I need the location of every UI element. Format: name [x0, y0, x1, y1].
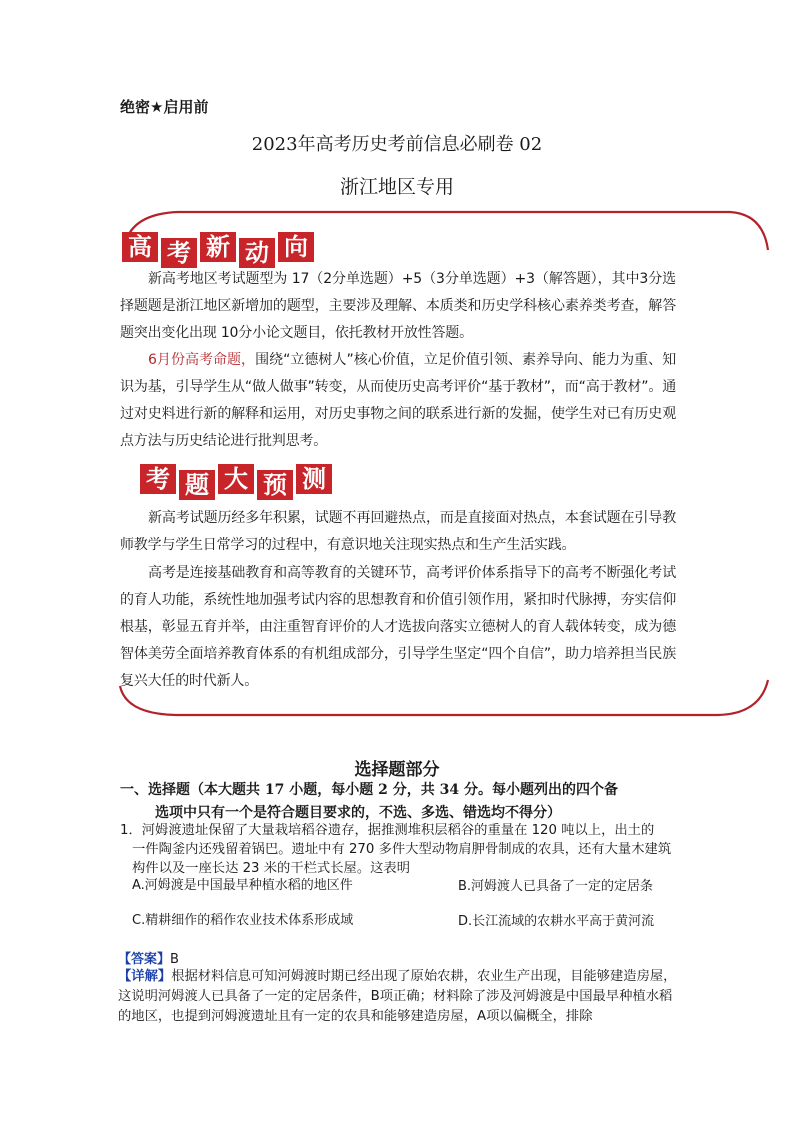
answer-tag: 【答案】	[118, 952, 171, 967]
banner-char: 大	[218, 464, 254, 494]
explanation	[118, 967, 678, 1027]
banner-char: 高	[122, 232, 158, 262]
instructions-line-1: 一、选择题（本大题共 17 小题，每小题 2 分，共 34 分。每小题列出的四个备	[120, 782, 618, 798]
top-secret-label: 绝密★启用前	[120, 98, 209, 116]
option-a: A.河姆渡是中国最早种植水稻的地区件	[132, 878, 353, 893]
banner-char: 考	[161, 238, 197, 268]
highlight-text: 6月份高考命题，	[148, 352, 256, 368]
intro-paragraph-2	[120, 347, 676, 455]
banner-char: 预	[257, 470, 293, 500]
question-1-stem	[120, 821, 680, 878]
document-title: 2023年高考历史考前信息必刷卷 02	[251, 134, 543, 155]
banner-new-trends	[122, 232, 314, 268]
section-instructions	[120, 779, 680, 825]
prediction-paragraph-2: 高考是连接基础教育和高等教育的关键环节，高考评价体系指导下的高考不断强化考试的育人功能，系统性地加强考试内容的思想教育和价值引领作用，紧扣时代脉搏，夯实信仰根基，彰显五育并举，由注重智育评价的人才选拔向落实立德树人的育人载体转变，成为德智体美劳全面培养教育体系的有机组成部分，引导学生坚定“四个自信”，助力培养担当民族复兴大任的时代新人。	[120, 565, 676, 689]
explanation-tag: 【详解】	[118, 969, 172, 984]
banner-char: 测	[296, 464, 332, 494]
instructions-line-2: 选项中只有一个是符合题目要求的，不选、多选、错选均不得分）	[155, 805, 561, 821]
document-subtitle: 浙江地区专用	[339, 176, 454, 198]
banner-char: 考	[140, 464, 176, 494]
banner-char: 题	[179, 470, 215, 500]
question-stem-line-1: 1．河姆渡遗址保留了大量栽培稻谷遗存，据推测堆积层稻谷的重量在 120 吨以上，出土的	[120, 823, 655, 838]
answer-value: B	[170, 952, 179, 967]
paragraph-text: 围绕“立德树人”核心价值，立足价值引领、素养导向、能力为重、知识为基，引导学生从“做人做事”转变，从而使历史高考评价“基于教材”，而“高于教材”。通过对史料进行新的解释和运用，对历史事物之间的联系进行新的发掘，使学生对已有历史观点方法与历史结论进行批判思考。	[120, 352, 676, 449]
answer-line	[118, 948, 179, 967]
banner-char: 向	[278, 232, 314, 262]
intro-paragraph-1: 新高考地区考试题型为 17（2分单选题）+5（3分单选题）+3（解答题），其中3分选择题题是浙江地区新增加的题型，主要涉及理解、本质类和历史学科核心素养类考查，解答题突出变化出现 10分小论文题目，依托教材开放性答题。	[120, 271, 676, 341]
option-d: D.长江流域的农耕水平高于黄河流	[458, 914, 655, 929]
option-c: C.精耕细作的稻作农业技术体系形成域	[132, 913, 354, 928]
explanation-text: 根据材料信息可知河姆渡时期已经出现了原始农耕，农业生产出现，目能够建造房屋，这说明河姆渡人已具备了一定的定居条件，B项正确；材料除了涉及河姆渡是中国最早种植水稻的地区，也提到河姆渡遗址且有一定的农具和能够建造房屋，A项以偏概全，排除	[118, 969, 677, 1024]
banner-char: 新	[200, 232, 236, 262]
banner-predictions	[140, 464, 332, 500]
question-stem-continuation: 一件陶釜内还残留着锅巴。遗址中有 270 多件大型动物肩胛骨制成的农具，还有大量木建筑构件以及一座长达 23 米的干栏式长屋。这表明	[132, 842, 672, 876]
section-title: 选择题部分	[354, 760, 440, 780]
option-b: B.河姆渡人已具备了一定的定居条	[458, 879, 654, 894]
banner-char: 动	[239, 238, 275, 268]
prediction-paragraph-1: 新高考试题历经多年积累，试题不再回避热点，而是直接面对热点，本套试题在引导教师教学与学生日常学习的过程中，有意识地关注现实热点和生产生活实践。	[120, 510, 676, 553]
